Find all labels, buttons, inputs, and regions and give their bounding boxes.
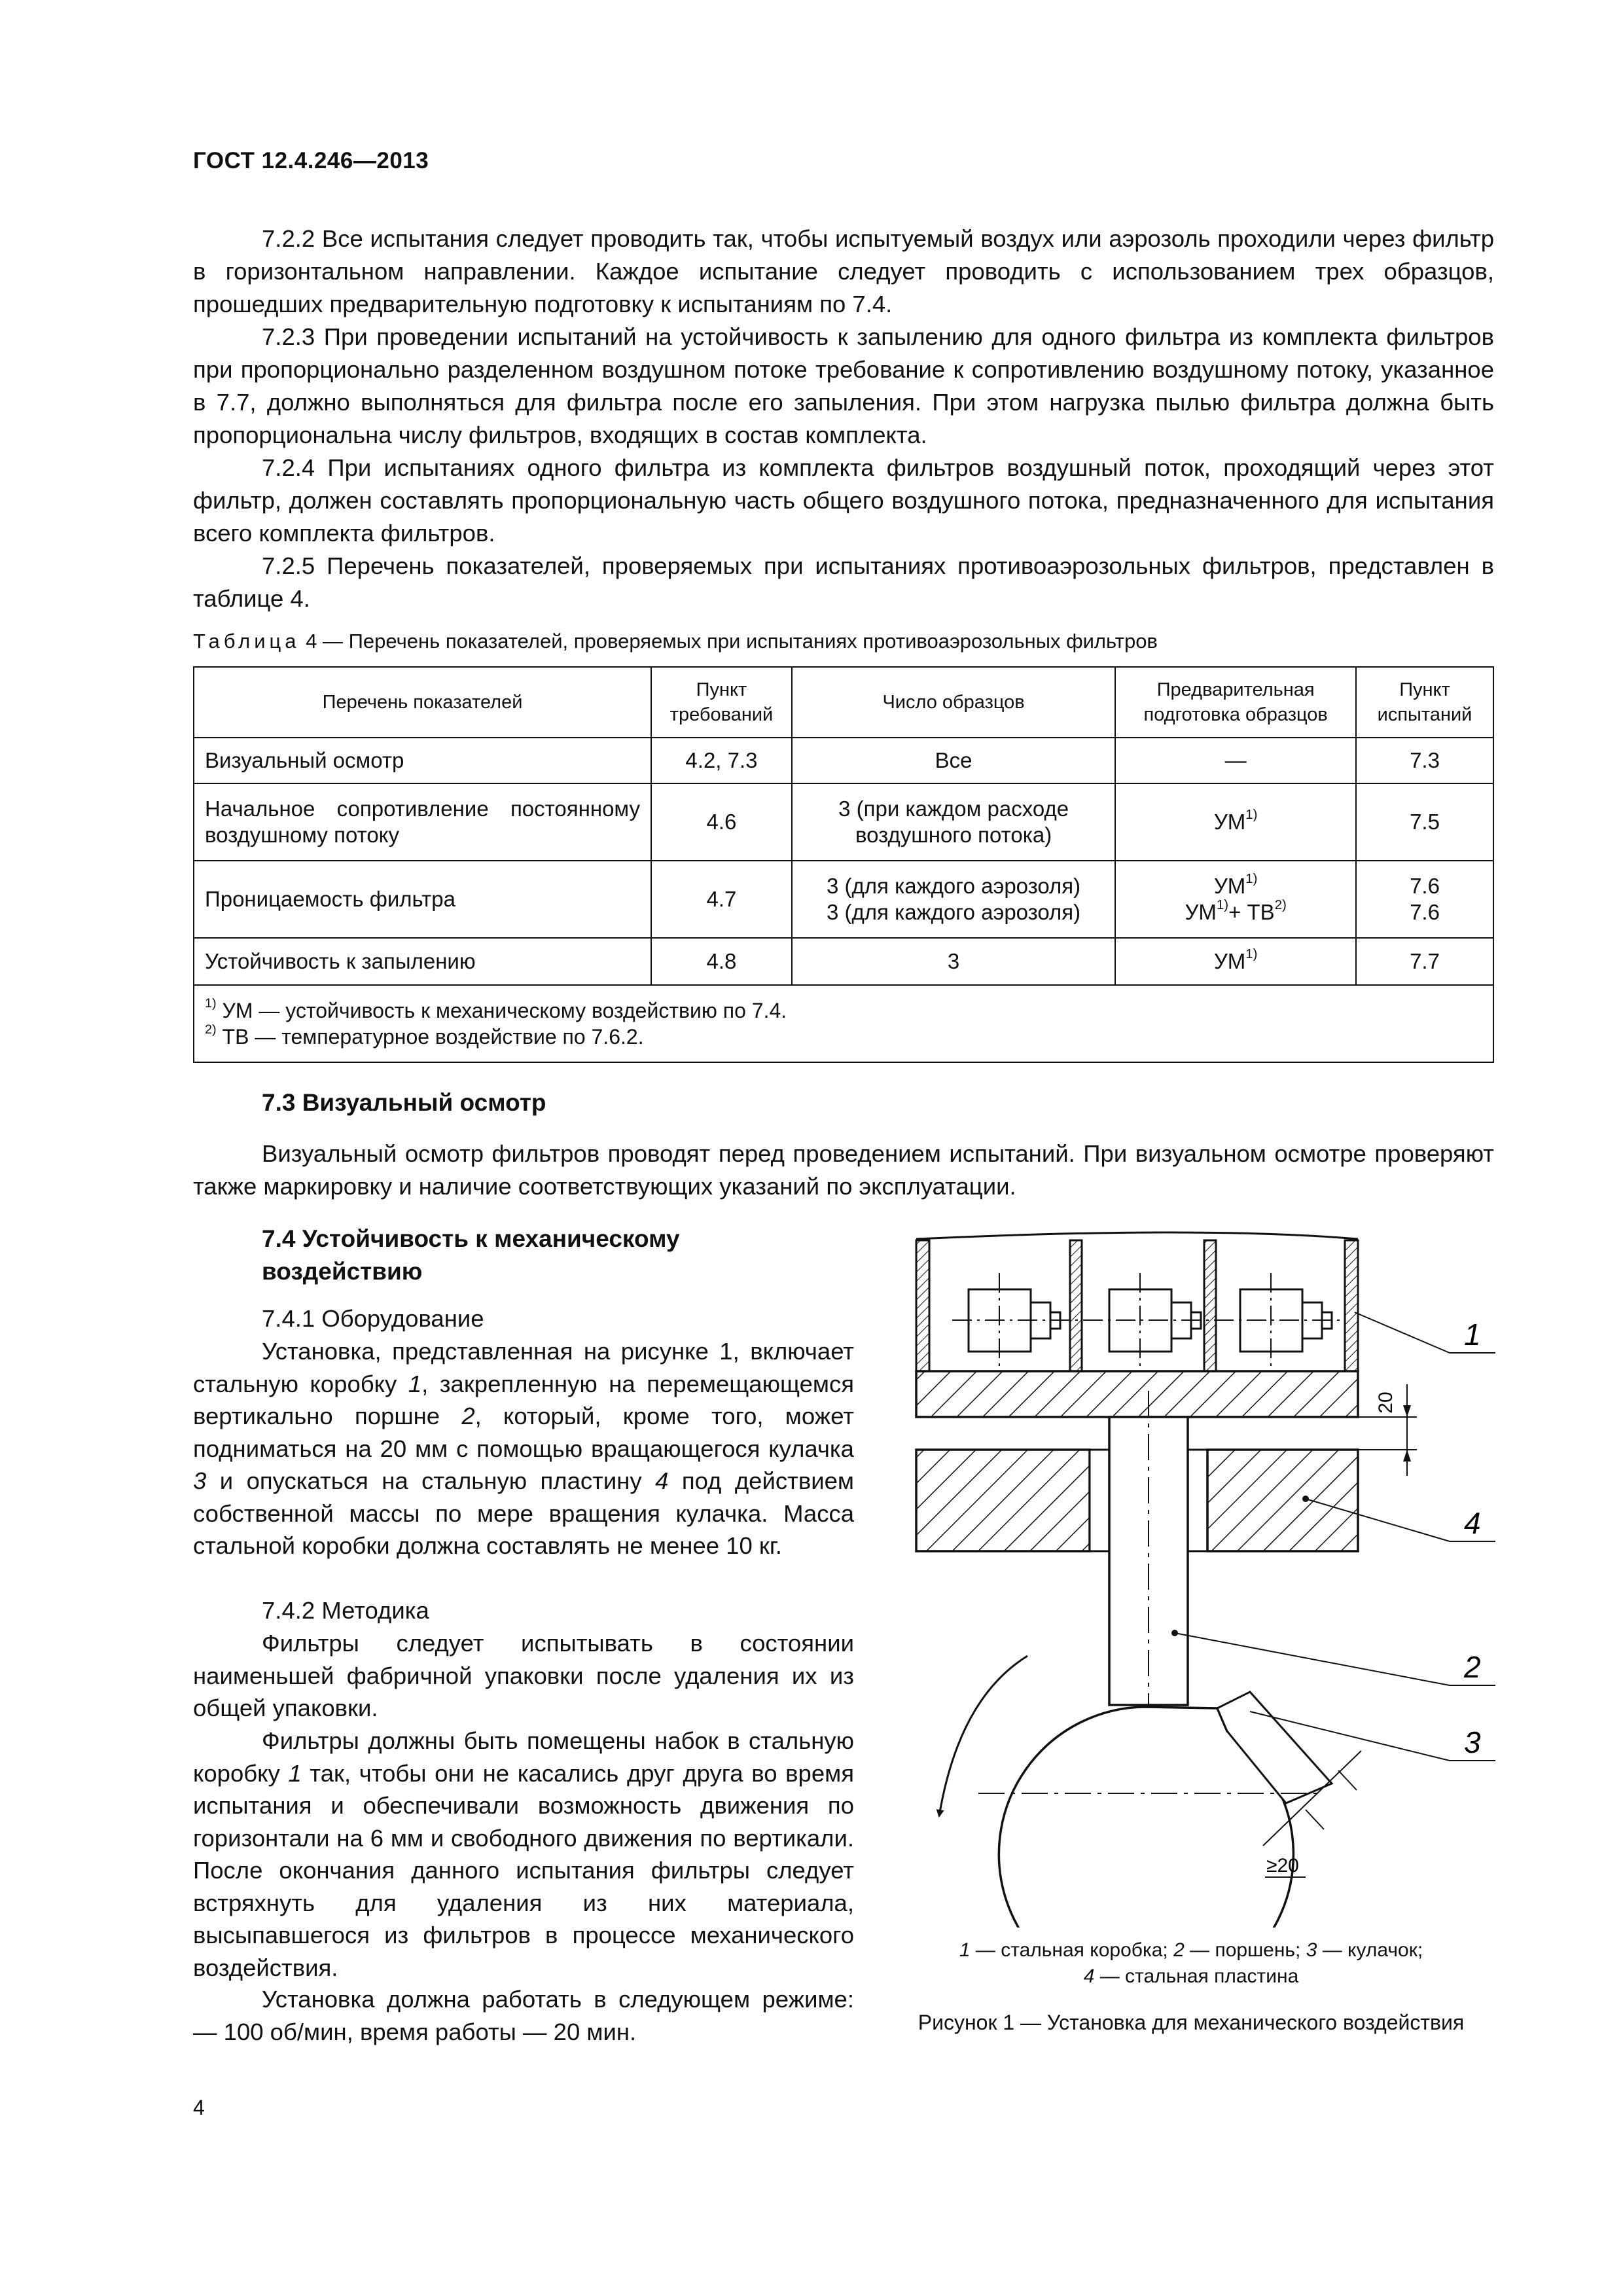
table-row [194,938,1493,985]
method-paragraph-1: Фильтры следует испытывать в состоянии наименьшей фабричной упаковки после удаления их из общей упаковки. [193,1630,854,1721]
text-run: , закрепленную на перемещающемся вертикально поршне [193,1370,855,1429]
paragraph-7-2-4: 7.2.4 При испытаниях одного фильтра из комплекта фильтров воздушный поток, проходящий через этот фильтр, должен составлять пропорциональную часть общего воздушного потока, предназначенного для испытания всего комплекта фильтров. [193,454,1494,547]
legend-number: 1 [959,1939,971,1961]
dimension-label: ≥20 [1266,1855,1299,1876]
ref-number: 3 [193,1467,207,1494]
footnote-text: УМ — устойчивость к механическому воздействию по 7.4. [216,999,787,1022]
table-cell: 4.7 [651,861,792,938]
text-run: Фильтры должны быть помещены набок в стальную коробку [193,1727,854,1787]
legend-line [877,1937,1505,1964]
figure-1-title: Рисунок 1 — Установка для механического воздействия [918,2011,1465,2034]
footnote-ref: 1) [1245,870,1258,886]
filter-1 [969,1289,1060,1352]
dimension-20 [1358,1384,1417,1476]
table-cell [1115,861,1356,938]
table-footnote [205,1024,1482,1050]
table-cell-line [1126,899,1345,925]
table-header-cell: Число образцов [792,667,1115,738]
table-footnotes-row [194,985,1493,1062]
table-cell-text: УМ [1213,874,1246,898]
table-header-cell: Пункт испытаний [1356,667,1493,738]
paragraph-7-2-3: 7.2.3 При проведении испытаний на устойчивость к запылению для одного фильтра из комплекта фильтров при пропорционально разделенном воздушном потоке требование к сопротивлению воздушному потоку, указанное в 7.7, должно выполняться для фильтра после его запыления. При этом нагрузка пылью фильтра должна быть пропорциональна числу фильтров, входящих в состав комплекта. [193,323,1494,448]
dimension-label: 20 [1375,1391,1397,1414]
table-cell: Проницаемость фильтра [194,861,651,938]
table-cell-line: 7.6 [1410,900,1440,924]
legend-text: — кулачок; [1317,1939,1423,1961]
table-cell [1115,938,1356,985]
text-run: под действием собственной массы по мере вращения кулачка. Масса стальной коробки должна составлять не менее 10 кг. [193,1467,854,1559]
subsection-7-4-1-title: 7.4.1 Оборудование [262,1305,484,1332]
document-standard-header: ГОСТ 12.4.246—2013 [193,148,429,173]
table-cell: 4.8 [651,938,792,985]
legend-number: 4 [1083,1965,1095,1987]
equipment-paragraph [193,1335,854,1562]
legend-text: — стальная пластина [1094,1965,1299,1987]
legend-number: 3 [1306,1939,1317,1961]
table-cell-text: УМ [1185,900,1217,924]
ref-number: 1 [408,1370,422,1397]
method-paragraph-2 [193,1725,854,1984]
legend-text: — стальная коробка; [970,1939,1174,1961]
label-2: 2 [1464,1650,1481,1684]
table-caption-word: Таблица [193,630,300,653]
legend-text: — поршень; [1184,1939,1306,1961]
section-title-line: воздействию [262,1258,423,1285]
table-cell: 3 (при каждом расходе воздушного потока) [792,783,1115,861]
footnote-mark: 1) [205,996,217,1011]
table-cell: — [1115,738,1356,783]
section-title-line: 7.4 Устойчивость к механическому [262,1225,680,1252]
footnote-text: ТВ — температурное воздействие по 7.6.2. [216,1025,644,1049]
table-cell: 7.5 [1356,783,1493,861]
table-cell: Устойчивость к запылению [194,938,651,985]
footnote-ref: 1) [1245,946,1258,961]
table-cell [1356,861,1493,938]
ref-number: 1 [288,1759,302,1787]
label-1: 1 [1464,1318,1481,1352]
table-header-cell: Перечень показателей [194,667,651,738]
table-cell-line: 7.6 [1410,874,1440,898]
section-7-3-title: 7.3 Визуальный осмотр [262,1089,546,1116]
table-cell-text: + ТВ [1228,900,1275,924]
table-4-caption [193,628,1158,655]
method-paragraph-3: Установка должна работать в следующем режиме: — 100 об/мин, время работы — 20 мин. [193,1986,854,2045]
figure-1-drawing [887,1227,1515,1928]
table-cell-text: УМ [1213,949,1246,973]
table-footnote [205,997,1482,1024]
footnote-ref: 1) [1245,806,1258,822]
page-number: 4 [193,2096,205,2119]
table-cell-line: 3 (для каждого аэрозоля) [827,874,1081,898]
paragraph-7-2-5: 7.2.5 Перечень показателей, проверяемых при испытаниях противоаэрозольных фильтров, представлен в таблице 4. [193,552,1494,612]
table-caption-text: 4 — Перечень показателей, проверяемых при испытаниях противоаэрозольных фильтров [300,630,1158,653]
table-footnotes [194,985,1493,1062]
table-cell: Начальное сопротивление постоянному воздушному потоку [194,783,651,861]
subsection-7-4-2-title: 7.4.2 Методика [262,1597,429,1624]
table-header-row [194,667,1493,738]
table-cell: Визуальный осмотр [194,738,651,783]
table-cell-line: 3 (для каждого аэрозоля) [827,900,1081,924]
ref-number: 4 [655,1467,669,1494]
table-cell [792,861,1115,938]
table-cell [1115,783,1356,861]
legend-line [877,1964,1505,1990]
section-7-4-title [262,1223,851,1288]
text-run: , который, кроме того, может подниматься на 20 мм с помощью вращающегося кулачка [193,1403,854,1462]
table-cell: Все [792,738,1115,783]
table-4 [193,666,1494,1063]
footnote-mark: 2) [205,1022,217,1037]
table-cell: 7.3 [1356,738,1493,783]
table-header-cell: Пункт требований [651,667,792,738]
table-row [194,783,1493,861]
table-cell: 3 [792,938,1115,985]
text-run: так, чтобы они не касались друг друга во время испытания и обеспечивали возможность движения по горизонтали на 6 мм и свободного движения по вертикали. После окончания данного испытания фильтры следует встряхнуть для удаления из них материала, высыпавшегося из фильтров в процессе механического воздействия. [193,1759,855,1981]
table-row [194,738,1493,783]
legend-number: 2 [1173,1939,1185,1961]
text-run: Установка, представленная на рисунке 1, включает стальную коробку [193,1338,854,1397]
table-row [194,861,1493,938]
text-run: и опускаться на стальную пластину [206,1467,656,1494]
table-cell: 4.2, 7.3 [651,738,792,783]
steel-box [916,1232,1358,1417]
table-header-cell: Предварительная подготовка образцов [1115,667,1356,738]
ref-number: 2 [461,1403,475,1429]
table-cell-line [1126,870,1345,899]
cam [978,1692,1332,1928]
footnote-ref: 1) [1216,897,1229,912]
section-7-3-text: Визуальный осмотр фильтров проводят перед проведением испытаний. При визуальном осмотре проверяют также маркировку и наличие соответствующих указаний по эксплуатации. [193,1140,1494,1200]
table-cell: 4.6 [651,783,792,861]
label-3: 3 [1464,1725,1481,1759]
paragraph-7-2-2: 7.2.2 Все испытания следует проводить так, чтобы испытуемый воздух или аэрозоль проходили через фильтр в горизонтальном направлении. Каждое испытание следует проводить с использованием трех образцов, прошедших предварительную подготовку к испытаниям по 7.4. [193,225,1494,317]
table-cell-text: УМ [1213,810,1246,834]
label-4: 4 [1464,1506,1481,1540]
table-cell: 7.7 [1356,938,1493,985]
footnote-ref: 2) [1274,897,1287,912]
figure-1-legend [877,1937,1505,1990]
